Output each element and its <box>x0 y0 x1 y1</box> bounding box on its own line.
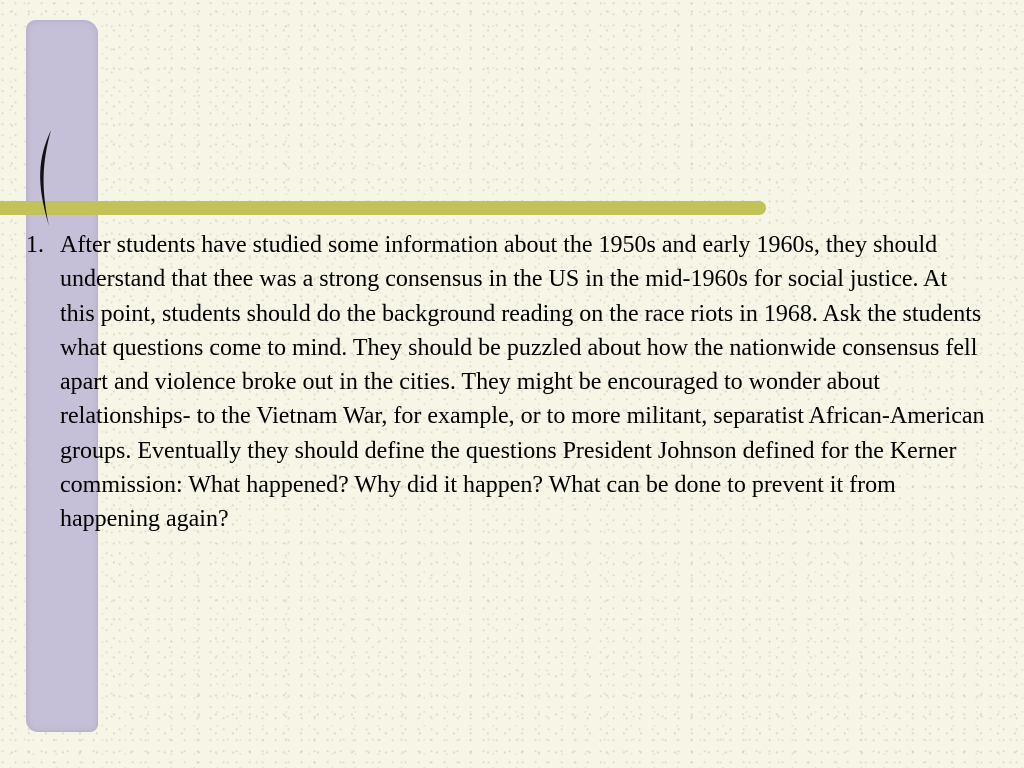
slide-body <box>26 228 986 537</box>
list-item-number: 1. <box>26 232 44 258</box>
decorative-horizontal-rule <box>0 201 766 215</box>
list-item-text: After students have studied some information about the 1950s and early 1960s, they should understand that thee was a strong consensus in the US in the mid-1960s for social justice. At this point, students should do the background reading on the race riots in 1968. Ask the students what questions come to mind. They should be puzzled about how the nationwide consensus fell apart and violence broke out in the cities. They might be encouraged to wonder about relationships- to the Vietnam War, for example, or to more militant, separatist African-American groups. Eventually they should define the questions President Johnson defined for the Kerner commission: What happened? Why did it happen? What can be done to prevent it from happening again? <box>60 232 985 533</box>
bracket-ornament-icon <box>32 128 56 228</box>
list-item <box>26 228 986 537</box>
